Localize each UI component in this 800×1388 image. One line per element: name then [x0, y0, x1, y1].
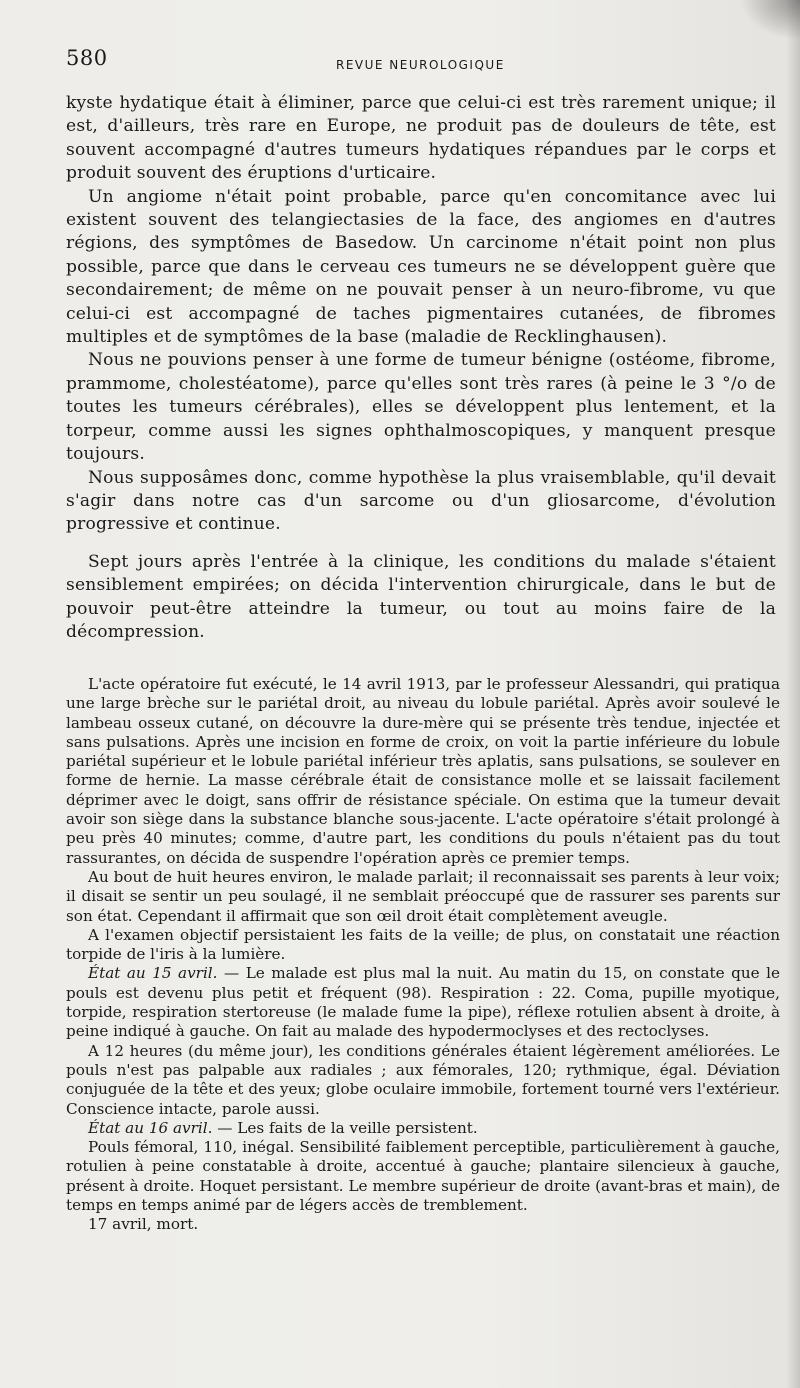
paragraph-seven-days: Sept jours après l'entrée à la clinique, les conditions du malade s'étaient sensiblement empirées; on décida l'intervention chirurgicale, dans le but de pouvoir peut-être atteindre la tumeur, ou tout au moins faire de la décompression.	[66, 551, 776, 642]
paragraph-hydatid-cyst: kyste hydatique était à éliminer, parce que celui-ci est très rarement unique; il est, d'ailleurs, très rare en Europe, ne produit pas de douleurs de tête, est souvent accompagné d'autres tumeurs hydatiques répandues par le corps et produit souvent des éruptions d'urticaire.	[66, 93, 776, 184]
paragraph-eight-hours: Au bout de huit heures environ, le malade parlait; il reconnaissait ses parents à leur voix; il disait se sentir un peu soulagé, il ne semblait préoccupé que de rassurer ses parents sur son état. Cependant il affirmait que son œil droit était complètement aveugle.	[66, 867, 780, 925]
paragraph-examination: A l'examen objectif persistaient les faits de la veille; de plus, on constatait une réaction torpide de l'iris à la lumière.	[66, 925, 780, 964]
paragraph-operation: L'acte opératoire fut exécuté, le 14 avril 1913, par le professeur Alessandri, qui pratiqua une large brèche sur le pariétal droit, au niveau du lobule pariétal. Après avoir soulevé le lambeau osseux cutané, on découvre la dure-mère qui se présente très tendue, injectée et sans pulsations. Après une incision en forme de croix, on voit la partie inférieure du lobule pariétal supérieur et le lobule pariétal inférieur très aplatis, sans pulsations, se soulever en forme de hernie. La masse cérébrale était de consistance molle et se laissait facilement déprimer avec le doigt, sans offrir de résistance spéciale. On estima que la tumeur devait avoir son siège dans la substance blanche sous-jacente. L'acte opératoire s'était prolongé à peu près 40 minutes; comme, d'autre part, les conditions du pouls n'étaient pas du tout rassurantes, on décida de suspendre l'opération après ce premier temps.	[66, 675, 780, 867]
state-16-label: État au 16 avril.	[88, 1118, 213, 1137]
state-15-label: État au 15 avril.	[88, 964, 218, 983]
clinical-notes	[66, 675, 780, 1235]
paragraph-hypothesis: Nous supposâmes donc, comme hypothèse la plus vraisemblable, qu'il devait s'agir dans notre cas d'un sarcome ou d'un gliosarcome, d'évolution progressive et continue.	[66, 467, 776, 535]
paragraph-pulse: Pouls fémoral, 110, inégal. Sensibilité faiblement perceptible, particulièrement à gauche, rotulien à peine constatable à droite, accentué à gauche; plantaire silencieux à gauche, présent à droite. Hoquet persistant. Le membre supérieur de droite (avant-bras et main), de temps en temps animé par de légers accès de tremblement.	[66, 1138, 780, 1215]
paragraph-benign-tumor: Nous ne pouvions penser à une forme de tumeur bénigne (ostéome, fibrome, prammome, cholestéatome), parce qu'elles sont très rares (à peine le 3 °/o de toutes les tumeurs cérébrales), elles se développent plus lentement, et la torpeur, comme aussi les signes ophthalmoscopiques, y manquent presque toujours.	[66, 350, 776, 465]
page-edge-shadow	[786, 0, 800, 1388]
paragraph-state-16	[66, 1119, 780, 1138]
paragraph-death: 17 avril, mort.	[88, 1215, 199, 1234]
main-text	[66, 92, 776, 644]
running-title: REVUE NEUROLOGIQUE	[336, 58, 505, 72]
page-number: 580	[66, 46, 108, 70]
page-header	[66, 46, 766, 76]
paragraph-state-15	[66, 964, 780, 1041]
paragraph-angioma: Un angiome n'était point probable, parce qu'en concomitance avec lui existent souvent des telangiectasies de la face, des angiomes en d'autres régions, des symptômes de Basedow. Un carcinome n'était point non plus possible, parce que dans le cerveau ces tumeurs ne se développent guère que secondairement; de même on ne pouvait penser à un neuro-fibrome, vu que celui-ci est accompagné de taches pigmentaires cutanées, de fibromes multiples et de symptômes de la base (maladie de Recklinghausen).	[66, 186, 776, 348]
state-15-text: — Le malade est plus mal la nuit. Au matin du 15, on constate que le pouls est devenu plus petit et fréquent (98). Respiration : 22. Coma, pupille myotique, torpide, respiration stertoreuse (le malade fume la pipe), réflexe rotulien absent à droite, à peine indiqué à gauche. On fait au malade des hypodermoclyses et des rectoclyses.	[66, 964, 780, 1041]
section-gap	[66, 537, 776, 551]
paragraph-noon: A 12 heures (du même jour), les conditions générales étaient légèrement améliorées. Le pouls n'est pas palpable aux radiales ; aux fémorales, 120; rythmique, égal. Déviation conjuguée de la tête et des yeux; globe oculaire immobile, fortement tourné vers l'extérieur. Conscience intacte, parole aussi.	[66, 1041, 780, 1118]
state-16-text: — Les faits de la veille persistent.	[212, 1118, 478, 1137]
